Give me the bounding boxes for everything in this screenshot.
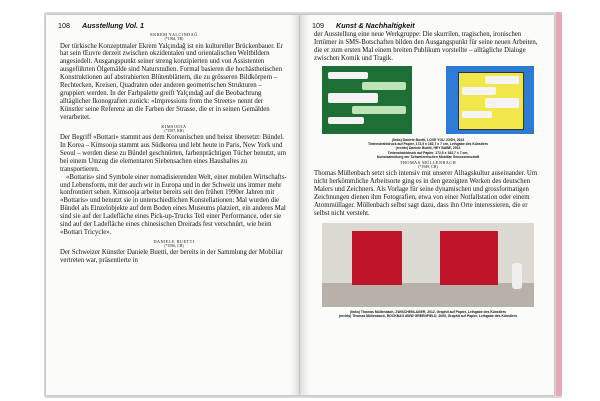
artist-heading: THOMAS MÜLLENBACH [399,159,457,165]
sms-artwork-image [322,66,412,134]
figure-caption [314,138,542,159]
body-paragraph: «Bottaris» sind Symbole einer nomadisierenden Welt, einer mobilen Wirtschafts- und Lebensform, mit der auch wir in Europa und in der Schweiz uns immer mehr konfrontiert sehen. Kimsooja arbeitet bereits seit den frühen 1990er Jahren mit «Bottaris» und benutzt sie in unterschiedlichen Konstellationen: Mal wurden die Bündel als Einzelobjekte auf dem Boden eines Museums platziert, ein anderes Mal sind sie auf der Ladefläche eines Pick-up-Trucks Teil einer Performance, oder sie sind auf der Ladefläche eines chinesischen Dreirads fest verschnürt, wie beim «Bottari Tricycle». [60,173,287,236]
artist-heading: DANIELE BUETTI [153,238,195,244]
gallery-floor [322,283,534,307]
artist-meta: (*1949, CH) [418,164,438,169]
chat-bubble [352,106,406,114]
artist-meta: (*1964, TR) [164,37,184,41]
artist-heading: KIMSOOJA [161,123,187,129]
left-page [46,15,300,395]
chat-bubble [328,117,364,124]
figure-caption [314,310,542,319]
artist-heading: EKREM YALCINDAĞ [150,32,198,37]
book-gutter [290,15,310,395]
chat-bubble [462,111,492,118]
caption-line: (links) Thomas Müllenbach, ZWISCHENLAGER, 2012, Graphit auf Papier, Leihgabe des Künstlers [349,309,506,314]
left-text-column [60,31,288,265]
chat-bubble [328,93,378,103]
artist-meta: (*1956, CH) [164,243,184,248]
caption-line: (rechts) Daniele Buetti, HEY BABE, 2013 [395,146,461,151]
phone-artwork-image [446,66,534,134]
caption-line: Tintenstrahldruck auf Papier, 172,5 x 162,7 x 7 cm, Leihgabe des Künstlers [368,141,488,146]
artist-meta: (*1957, KR) [164,128,184,133]
right-page-number: 109 [312,21,324,30]
chat-bubble [462,87,496,95]
chat-bubble [328,72,368,79]
caption-line: (rechts) Thomas Müllenbach, ROCKBAG AWW GREENFIELD, 2005, Graphit auf Papier, Leihgabe des Künstlers [338,313,518,318]
body-paragraph: Thomas Müllenbach setzt sich intensiv mit unserer Alltagskultur auseinander. Um nicht herkömmliche Arbeitsorte ging es in den gezeigten Werken des deutschen Malers und Zeichners. Als Vorlage für seine dynamischen und grossformatigen Zeichnungen dienen ihm Fotografien, etwa von einer Notfallstation oder einem Atommüllager. Müllenbach selbst sagt dazu, dass ihn Orte interessieren, die er selbst nicht versteht. [314,170,538,217]
gallery-photo [322,223,534,307]
left-page-number: 108 [58,21,70,30]
right-text-column [314,31,542,318]
red-painting [440,231,498,285]
phone-screen [458,72,524,130]
body-paragraph: Der Schweizer Künstler Daniele Buetti, der bereits in der Sammlung der Mobiliar vertreten war, präsentierte in [60,249,283,265]
red-painting [352,231,402,285]
body-paragraph: Der Begriff «Bottari» stammt aus dem Koreanischen und heisst übersetzt: Bündel. In Korea – Kimsooja stammt aus Südkorea und lebt heute in Paris, New York und Seoul – werden diese zu Bündel geschnürten, farbenprächtigen Tücher benutzt, um bei einem Umzug die elementaren Siebensachen eines Haushaltes zu transportieren. [60,134,286,173]
body-paragraph: Der türkische Konzeptmaler Ekrem Yalçındağ ist ein kultureller Brückenbauer. Er hat sein Œuvre derzeit zwischen okzidentalen und orientalischen Weltbildern angesiedelt. Ausgangspunkt seiner streng konzipierten und von Assistenten ausgeführten Ölgemälde sind Naturstudien. Formal basieren die hochästhetischen Konstruktionen auf abstrahierten Blütenblättern, die zu grösseren Bildkörpern – Rechtecken, Kreisen, Quadraten oder anderen geometrischen Strukturen – gruppiert werden. In der Farbpalette greift Yalçındağ auf die Beobachtung alltäglicher Ikonografien zurück: «Impressions from the Streets» nennt der Künstler seine Referenz an die Farben der Strasse, die er in seinen Gemälden verarbeitet. [60,42,283,121]
chat-bubble [485,98,519,108]
caption-line: (links) Daniele Buetti, LOVE YOU JOSH, 2013 [391,137,465,142]
right-running-head [312,21,415,30]
chat-bubble [485,76,519,84]
right-page [300,15,554,395]
body-paragraph: der Ausstellung eine neue Werkgruppe: Die skurrilen, tragischen, ironischen Irrtümer in SMS-Botschaften bilden den Ausgangspunkt für seine neuen Arbeiten, die er zum ersten Mal einem breiten Publikum vorstellte – alltägliche Dialoge zwischen Komik und Tragik. [314,31,538,62]
caption-line: Tintenstrahldruck auf Papier, 172,5 x 162,7 x 7 cm, [387,150,469,155]
figure-pair [314,66,542,158]
right-running-title: Kunst & Nachhaltigkeit [336,21,415,30]
visitor-figure [512,263,522,289]
chat-bubble [362,82,406,90]
left-running-head [58,21,144,30]
left-running-title: Ausstellung Vol. 1 [82,21,145,30]
book-edge [556,12,562,396]
caption-line: Kunstsammlung der Schweizerischen Mobiliar Genossenschaft [376,154,480,159]
